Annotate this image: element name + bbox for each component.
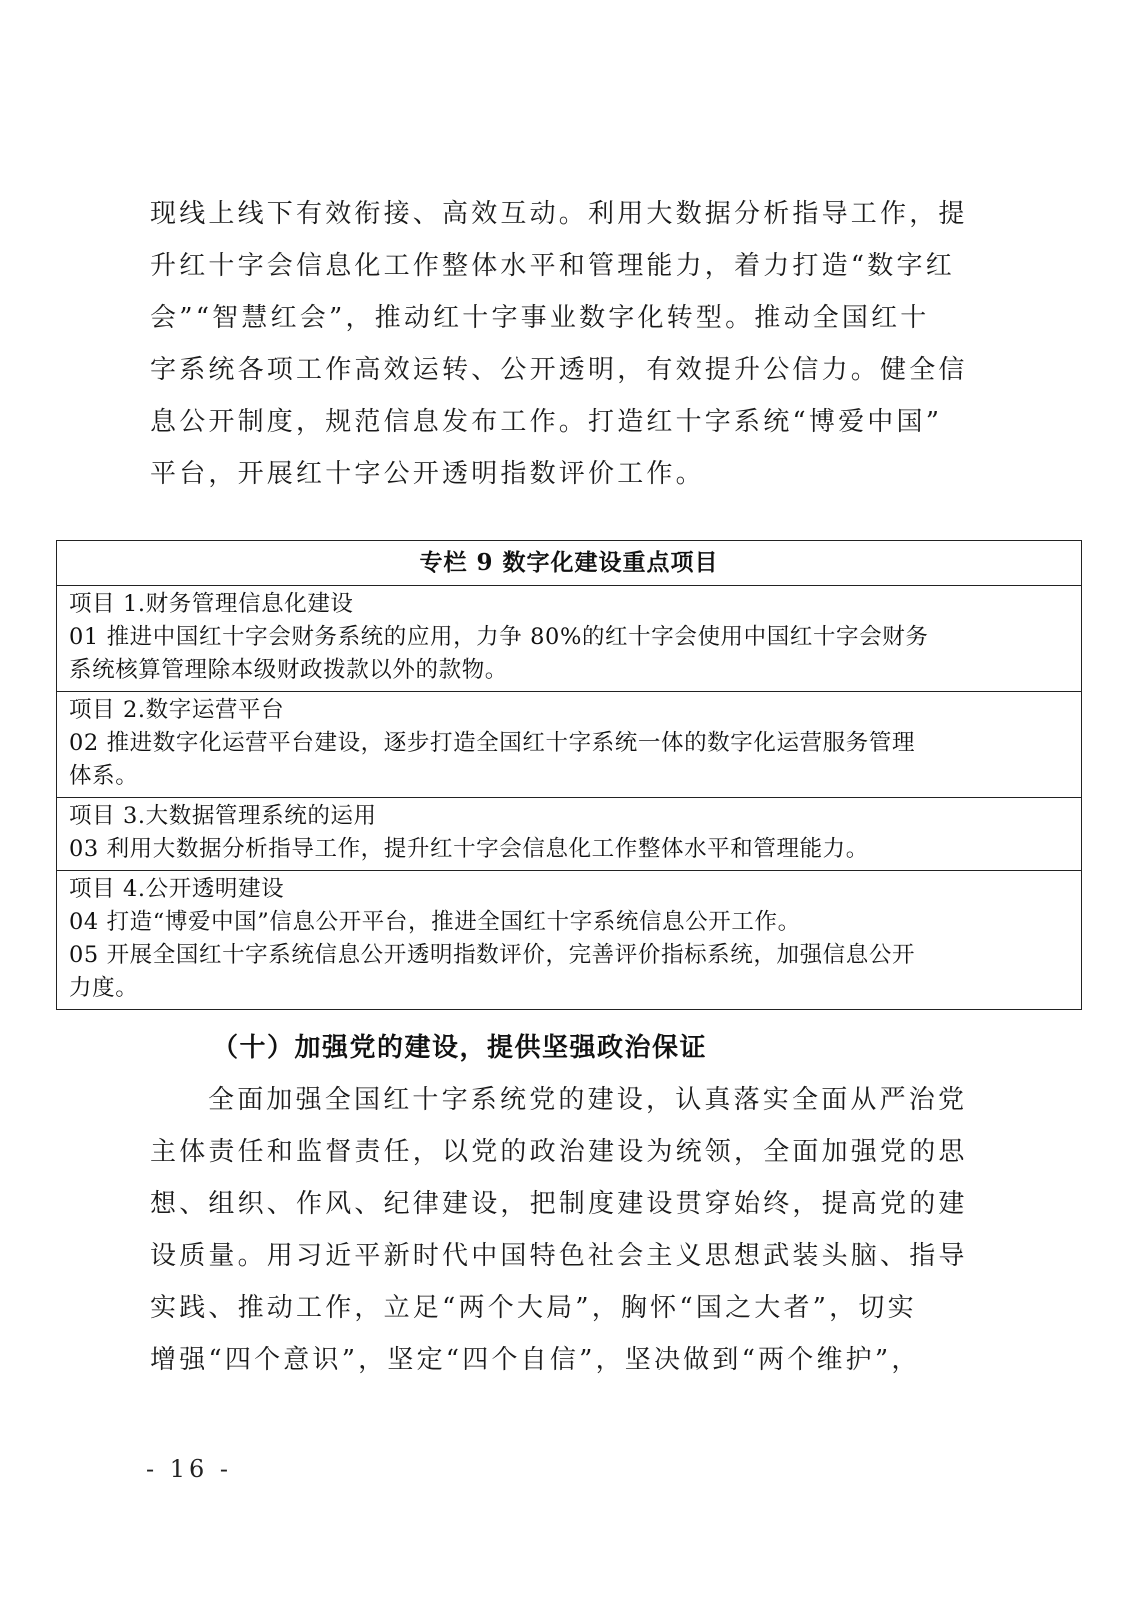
- project-line: 04 打造“博爱中国”信息公开平台，推进全国红十字系统信息公开工作。: [69, 909, 801, 935]
- paragraph-line: 字系统各项工作高效运转、公开透明，有效提升公信力。健全信: [150, 355, 968, 385]
- paragraph-line: 现线上线下有效衔接、高效互动。利用大数据分析指导工作，提: [150, 199, 968, 229]
- paragraph-line: 升红十字会信息化工作整体水平和管理能力，着力打造“数字红: [150, 251, 955, 281]
- paragraph-line: 平台，开展红十字公开透明指数评价工作。: [150, 459, 705, 489]
- project-line: 系统核算管理除本级财政拨款以外的款物。: [69, 657, 508, 683]
- project-block-2: [57, 692, 1081, 798]
- project-line: 05 开展全国红十字系统信息公开透明指数评价，完善评价指标系统，加强信息公开: [69, 942, 916, 968]
- box-title: 专栏 9 数字化建设重点项目: [57, 541, 1081, 586]
- page-number: - 16 -: [146, 1455, 233, 1483]
- paragraph-line: 实践、推动工作，立足“两个大局”，胸怀“国之大者”，切实: [150, 1293, 917, 1323]
- project-line: 体系。: [69, 763, 139, 789]
- project-block-3: [57, 798, 1081, 871]
- paragraph-line: 设质量。用习近平新时代中国特色社会主义思想武装头脑、指导: [150, 1241, 968, 1271]
- paragraph-1: [150, 192, 980, 504]
- paragraph-line: 增强“四个意识”，坚定“四个自信”，坚决做到“两个维护”，: [150, 1345, 921, 1375]
- paragraph-line: 息公开制度，规范信息发布工作。打造红十字系统“博爱中国”: [150, 407, 943, 437]
- paragraph-line: 会”“智慧红会”，推动红十字事业数字化转型。推动全国红十: [150, 303, 930, 333]
- paragraph-line: 主体责任和监督责任，以党的政治建设为统领，全面加强党的思: [150, 1137, 968, 1167]
- paragraph-line: 想、组织、作风、纪律建设，把制度建设贯穿始终，提高党的建: [150, 1189, 968, 1219]
- project-line: 项目 4.公开透明建设: [69, 876, 285, 902]
- paragraph-2: [150, 1078, 980, 1390]
- project-block-1: [57, 586, 1081, 692]
- project-line: 02 推进数字化运营平台建设，逐步打造全国红十字系统一体的数字化运营服务管理: [69, 730, 916, 756]
- project-line: 力度。: [69, 975, 139, 1001]
- project-line: 01 推进中国红十字会财务系统的应用，力争 80%的红十字会使用中国红十字会财务: [69, 624, 929, 650]
- project-block-4: [57, 871, 1081, 1009]
- project-line: 03 利用大数据分析指导工作，提升红十字会信息化工作整体水平和管理能力。: [69, 836, 869, 862]
- paragraph-line: 全面加强全国红十字系统党的建设，认真落实全面从严治党: [208, 1085, 968, 1115]
- key-projects-box: [56, 540, 1082, 1010]
- project-line: 项目 2.数字运营平台: [69, 697, 285, 723]
- project-line: 项目 1.财务管理信息化建设: [69, 591, 354, 617]
- section-heading: （十）加强党的建设，提供坚强政治保证: [212, 1033, 708, 1063]
- project-line: 项目 3.大数据管理系统的运用: [69, 803, 377, 829]
